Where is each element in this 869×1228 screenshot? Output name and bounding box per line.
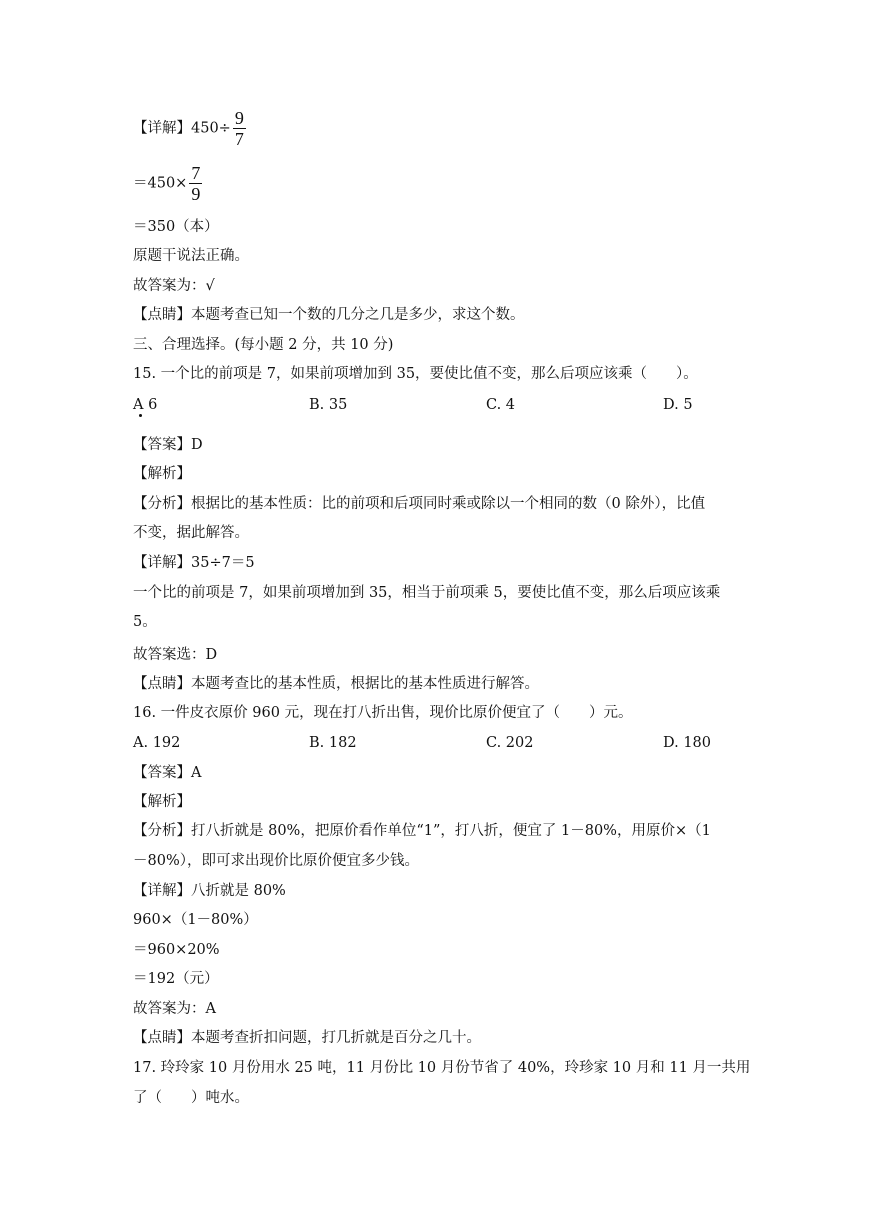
q15-analysis-label: 【解析】 <box>133 466 191 482</box>
q16-option-b: B. 182 <box>309 735 357 751</box>
fraction-denominator: 7 <box>234 129 244 149</box>
statement-line: 原题干说法正确。 <box>133 248 249 264</box>
detail-450-line <box>133 108 246 149</box>
q15-detail-2: 一个比的前项是 7，如果前项增加到 35，相当于前项乘 5，要使比值不变，那么后项应该乘 <box>133 585 721 601</box>
q15-analysis-2: 不变，据此解答。 <box>133 525 249 541</box>
q16-comment: 【点睛】本题考查折扣问题，打几折就是百分之几十。 <box>133 1030 481 1046</box>
fraction-9-7 <box>233 108 246 149</box>
q15-option-d: D. 5 <box>663 397 693 413</box>
q15-option-b: B. 35 <box>309 397 348 413</box>
fraction-numerator: 9 <box>234 108 244 128</box>
q15-detail-3: 5。 <box>133 614 157 630</box>
q17-question-1: 17. 玲玲家 10 月份用水 25 吨，11 月份比 10 月份节省了 40%，玲珍家 10 月和 11 月一共用 <box>133 1060 751 1076</box>
q16-analysis-label: 【解析】 <box>133 794 191 810</box>
fraction-numerator: 7 <box>191 163 201 183</box>
comment-14-line: 【点睛】本题考查已知一个数的几分之几是多少，求这个数。 <box>133 307 525 323</box>
detail-450-text: 【详解】450÷ <box>133 120 231 137</box>
q15-comment: 【点睛】本题考查比的基本性质，根据比的基本性质进行解答。 <box>133 676 539 692</box>
q15-final: 故答案选：D <box>133 647 218 663</box>
q16-final: 故答案为：A <box>133 1001 216 1017</box>
q16-detail-1: 【详解】八折就是 80% <box>133 883 286 899</box>
q16-question: 16. 一件皮衣原价 960 元，现在打八折出售，现价比原价便宜了（ ）元。 <box>133 705 633 721</box>
fraction-7-9 <box>189 163 202 204</box>
q16-detail-3: ＝960×20% <box>133 942 220 958</box>
emphasis-dot <box>139 414 142 417</box>
fraction-denominator: 9 <box>191 184 201 204</box>
q17-question-2: 了（ ）吨水。 <box>133 1090 249 1106</box>
mult-line <box>133 163 202 204</box>
q15-detail-1: 【详解】35÷7＝5 <box>133 555 255 571</box>
mult-text: ＝450× <box>133 175 188 192</box>
result-line: ＝350（本） <box>133 219 219 235</box>
q15-question: 15. 一个比的前项是 7，如果前项增加到 35，要使比值不变，那么后项应该乘（ ）。 <box>133 366 698 382</box>
q16-option-c: C. 202 <box>486 735 534 751</box>
q16-answer: 【答案】A <box>133 765 202 781</box>
answer-check-line: 故答案为：√ <box>133 278 215 294</box>
q16-detail-4: ＝192（元） <box>133 971 219 987</box>
q16-option-d: D. 180 <box>663 735 712 751</box>
q15-option-a: A 6 <box>133 397 158 413</box>
section-three-heading: 三、合理选择。(每小题 2 分，共 10 分) <box>133 337 394 353</box>
q15-answer: 【答案】D <box>133 437 203 453</box>
q15-option-c: C. 4 <box>486 397 516 413</box>
q16-option-a: A. 192 <box>133 735 181 751</box>
q16-detail-2: 960×（1－80%） <box>133 912 258 928</box>
q15-analysis-1: 【分析】根据比的基本性质：比的前项和后项同时乘或除以一个相同的数（0 除外），比值 <box>133 496 706 512</box>
q16-analysis-1: 【分析】打八折就是 80%，把原价看作单位“1”，打八折，便宜了 1－80%，用原价×（1 <box>133 823 711 839</box>
q16-analysis-2: －80%），即可求出现价比原价便宜多少钱。 <box>133 853 419 869</box>
